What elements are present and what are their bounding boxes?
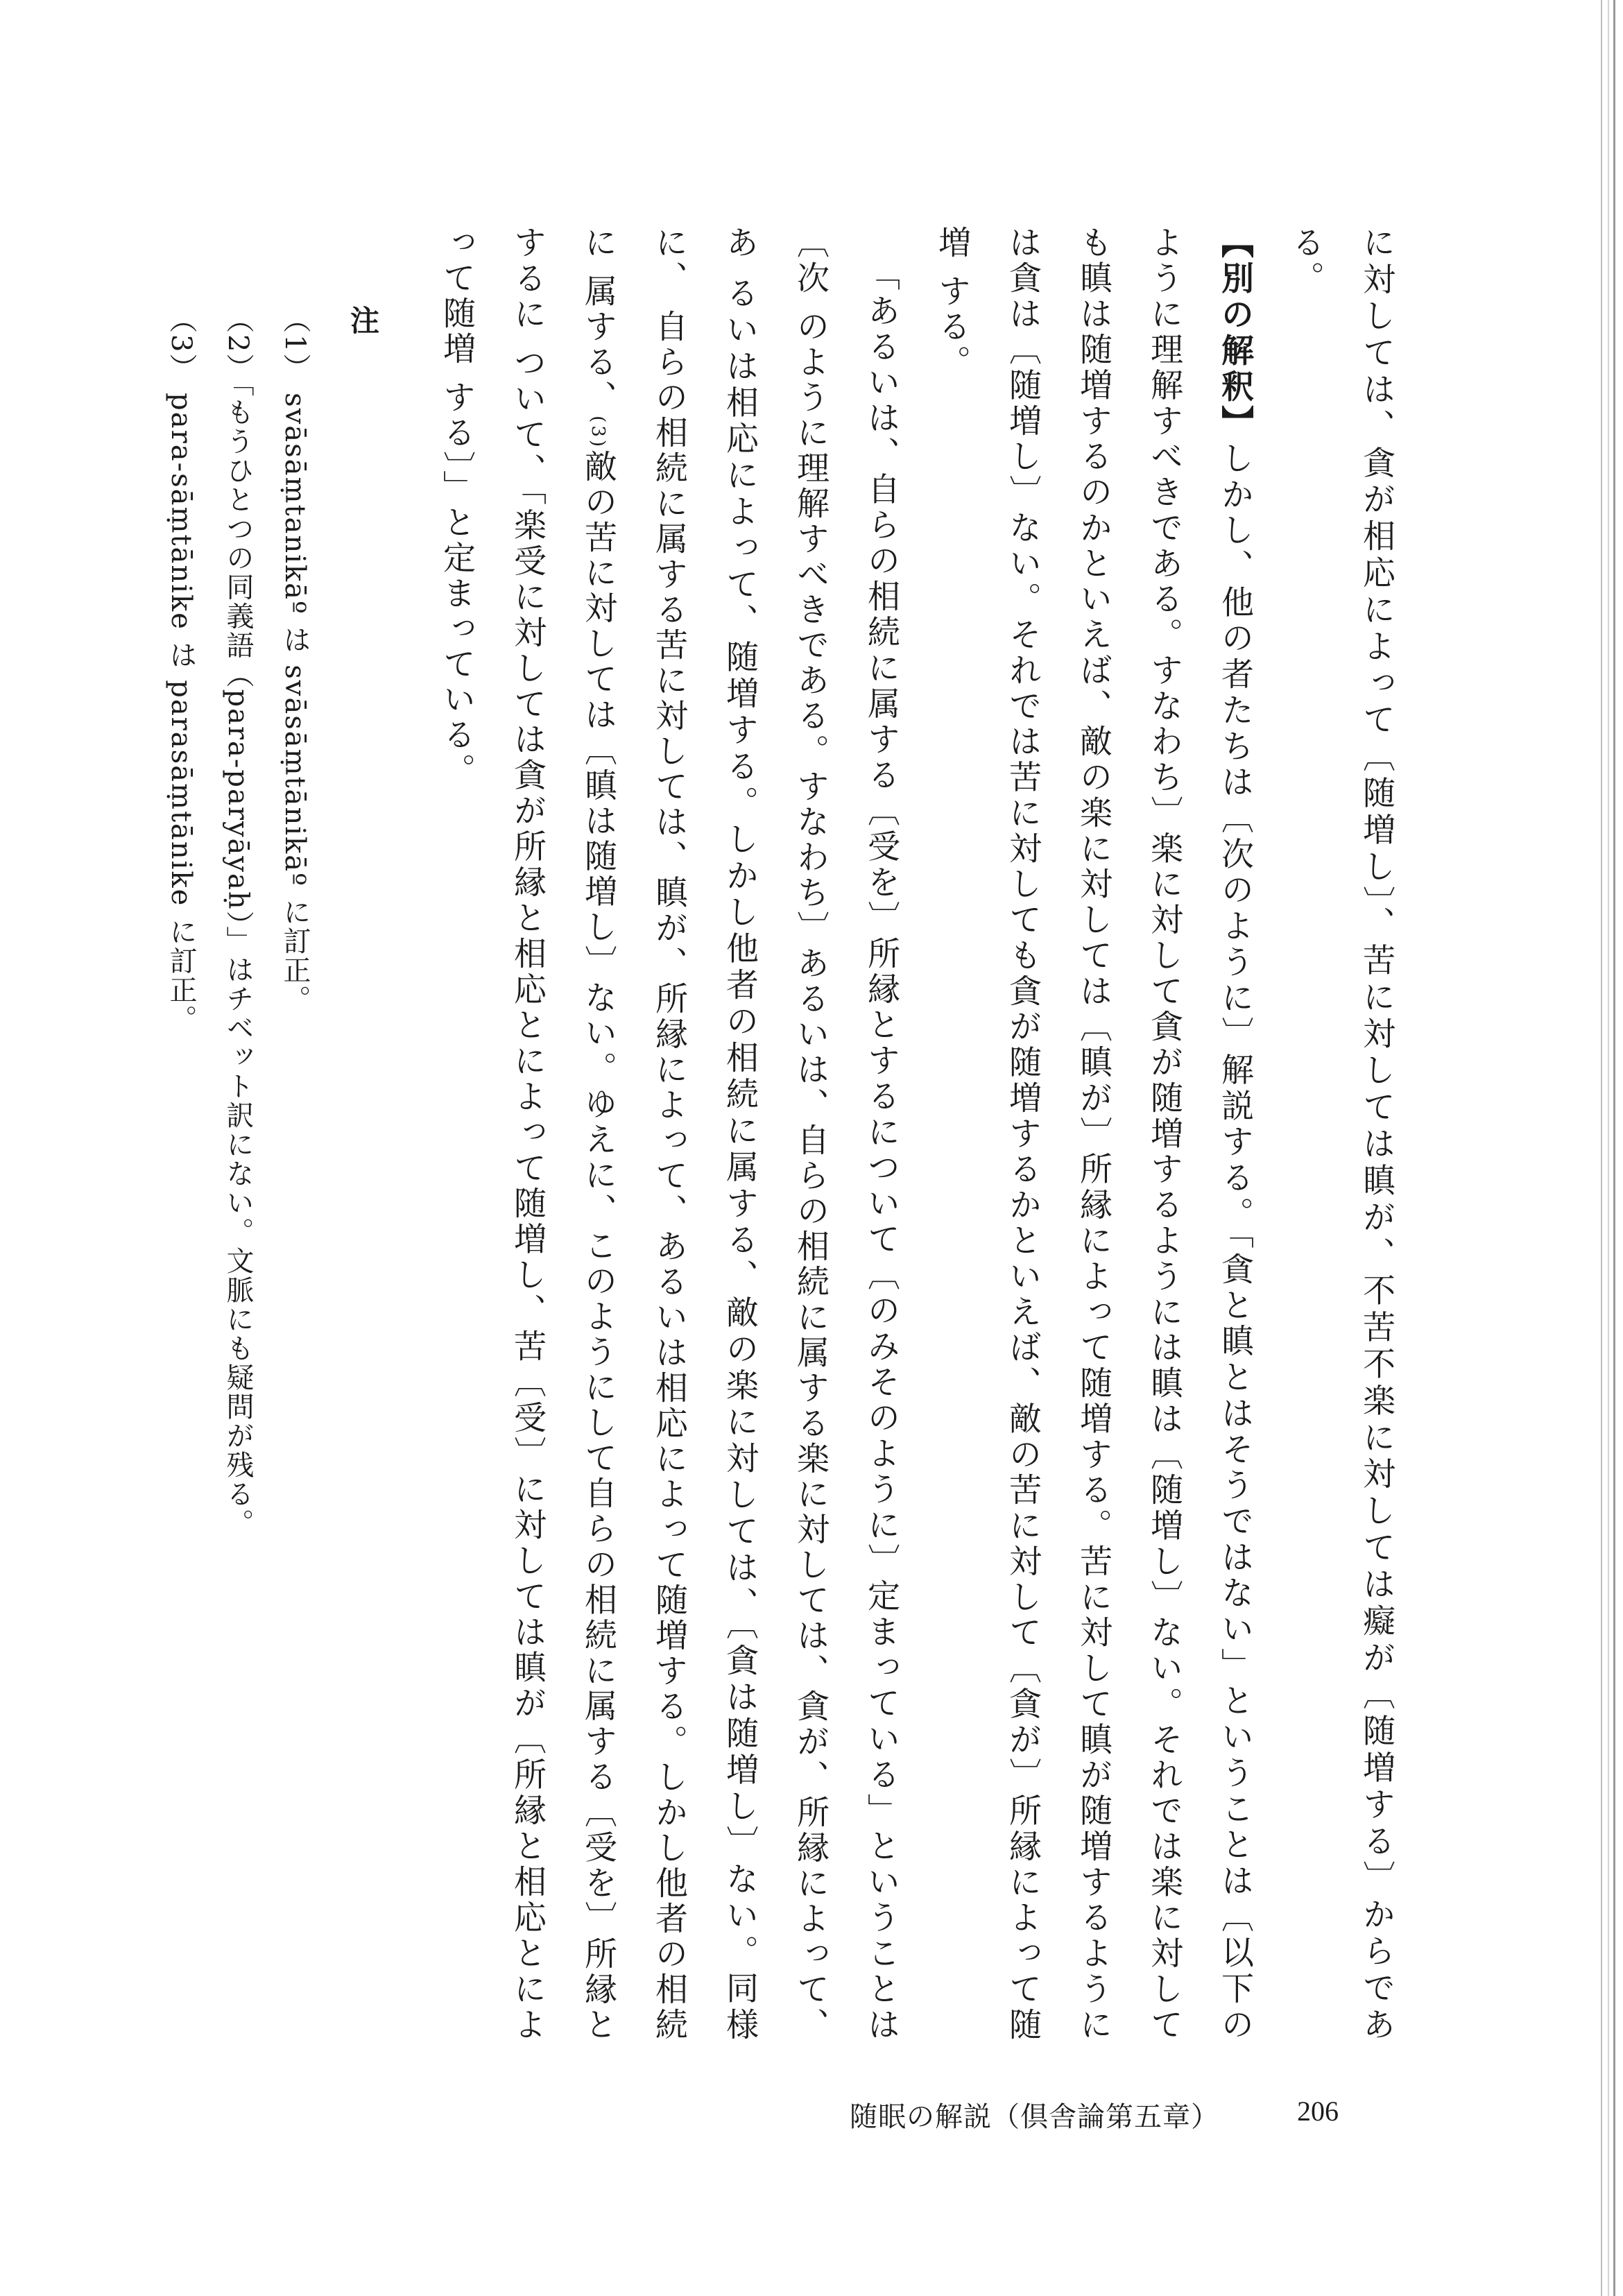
alt-interpretation-text: しかし、他の者たちは〔次のように〕解説する。「貪と瞋とはそうではない」ということは〔以下の (1216, 441, 1254, 2044)
main-body-text (421, 225, 1411, 2043)
scan-edge-line (1601, 0, 1602, 2296)
note-item-3: （3） para-sāṃtānike は parasāṃtānike に訂正。 (165, 305, 197, 1034)
body-paragraph: に対しては、貪が相応によって〔随増し〕、苦に対しては瞋が、不苦不楽に対しては癡が〔随増する〕からである。 (1287, 225, 1396, 2044)
body-paragraph-part: 敵の苦に対しては〔瞋は随増し〕ない。ゆえに、このようにして自らの相続に属する〔受を〕所縁とするに ついて、「楽受に対しては貪が所縁と相応とによって随増し、苦〔受〕に対しては瞋が〔所縁と相応とによって随増 する〕」と定まっている。 (438, 225, 617, 2043)
alt-interpretation-continued: ように理解すべきである。すなわち〕楽に対して貪が随増するようには瞋は〔随増し〕ない。それでは楽に対して も瞋は随増するのかといえば、敵の楽に対しては〔瞋が〕所縁によって随増する。苦に対して瞋が随増するように は貪は〔随増し〕ない。それでは苦に対しても貪が随増するかといえば、敵の苦に対して〔貪が〕所縁によって随増 する。 (933, 225, 1183, 2044)
note-reference-3[interactable]: (3) (587, 415, 608, 450)
notes-section (153, 305, 391, 1623)
page-number: 206 (1297, 2096, 1339, 2127)
notes-title: 注 (346, 305, 380, 336)
body-paragraph-alt (916, 225, 1270, 2043)
note-item-1: （1） svāsāṃtanikāº は svāsāṃtānikāº に訂正。 (279, 305, 311, 1014)
scan-edge-line (1608, 0, 1609, 2296)
note-item-2: （2）「もうひとつの同義語（para-paryāyaḥ）」はチベット訳にない。文脈にも疑問が残る。 (222, 305, 254, 1538)
scan-edge-line (1613, 0, 1615, 2296)
running-title: 随眠の解説（倶舎論第五章） (850, 2101, 1219, 2133)
body-paragraph (421, 225, 916, 2043)
body-paragraph-part: 「あるいは、自らの相続に属する〔受を〕所縁とするについて〔のみそのように〕定まっている」ということは〔次 のように理解すべきである。すなわち〕あるいは、自らの相続に属する楽に対しては、貪が、所縁によって、あ るいは相応によって、随増する。しかし他者の相続に属する、敵の楽に対しては、〔貪は随増し〕ない。同様に、 自らの相続に属する苦に対しては、瞋が、所縁によって、あるいは相応によって随増する。しかし他者の相続に 属する、 (579, 225, 900, 2043)
alt-interpretation-label: 【別の解釈】 (1216, 225, 1254, 442)
